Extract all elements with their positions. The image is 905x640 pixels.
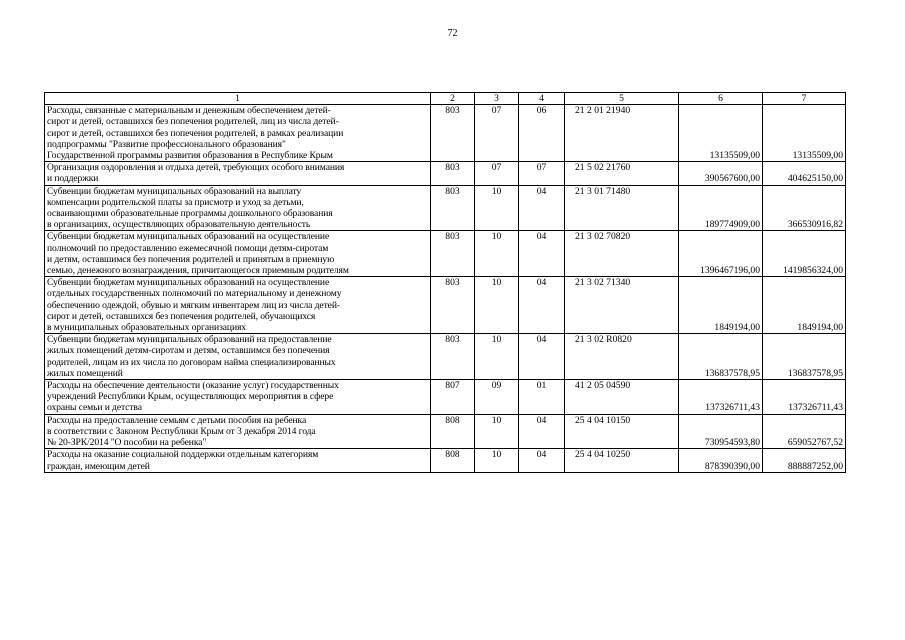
target-article-cell: 21 3 02 R0820 <box>565 334 679 380</box>
row-name-line: охраны семьи и детства <box>47 402 142 414</box>
row-name-line: Расходы на оказание социальной поддержки отдельным категориям <box>47 449 319 461</box>
ministry-code-cell: 803 <box>431 334 475 380</box>
ministry-code-cell: 808 <box>431 449 475 472</box>
ministry-code-cell: 803 <box>431 231 475 277</box>
row-name-line: Субвенции бюджетам муниципальных образований на предоставление <box>47 334 332 346</box>
amount-year2-cell: 888887252,00 <box>763 449 846 472</box>
section-code-cell: 10 <box>475 185 519 231</box>
target-article-cell: 41 2 05 04590 <box>565 380 679 415</box>
section-code-cell: 10 <box>475 231 519 277</box>
amount-year1-cell: 189774909,00 <box>679 185 763 231</box>
ministry-code-cell: 807 <box>431 380 475 415</box>
row-name-line: Расходы на предоставление семьям с детьми пособия на ребенка <box>47 414 307 426</box>
section-code-cell: 10 <box>475 414 519 449</box>
ministry-code-cell: 803 <box>431 162 475 185</box>
row-name-line: в соответствии с Законом Республики Крым от 3 декабря 2014 года <box>47 425 316 437</box>
section-code-cell: 07 <box>475 162 519 185</box>
row-name-line: граждан, имеющим детей <box>47 460 150 472</box>
row-name-cell <box>45 449 431 472</box>
row-name-cell <box>45 277 431 334</box>
row-name-cell <box>45 414 431 449</box>
row-name-cell <box>45 334 431 380</box>
subsection-code-cell: 04 <box>519 449 565 472</box>
subsection-code-cell: 04 <box>519 334 565 380</box>
table-row <box>45 185 846 231</box>
row-name-line: учреждений Республики Крым, осуществляющих мероприятия в сфере <box>47 391 334 403</box>
table-row <box>45 449 846 472</box>
amount-year2-cell: 13135509,00 <box>763 105 846 162</box>
amount-year2-cell: 137326711,43 <box>763 380 846 415</box>
row-name-line: обеспечению одеждой, обувью и мягким инвентарем лиц из числа детей- <box>47 299 340 311</box>
row-name-line: сирот и детей, оставшихся без попечения родителей, в рамках реализации <box>47 127 344 139</box>
subsection-code-cell: 07 <box>519 162 565 185</box>
amount-year1-cell: 730954593,80 <box>679 414 763 449</box>
amount-year2-cell: 404625150,00 <box>763 162 846 185</box>
table-row <box>45 231 846 277</box>
amount-year1-cell: 13135509,00 <box>679 105 763 162</box>
row-name-line: и детям, оставшимся без попечения родителей и принятым в приемную <box>47 253 335 265</box>
target-article-cell: 21 2 01 21940 <box>565 105 679 162</box>
row-name-line: отдельных государственных полномочий по материальному и денежному <box>47 288 342 300</box>
header-cell-6: 6 <box>679 93 763 105</box>
table-row <box>45 105 846 162</box>
target-article-cell: 21 5 02 21760 <box>565 162 679 185</box>
subsection-code-cell: 04 <box>519 231 565 277</box>
row-name-line: подпрограммы "Развитие профессионального образования" <box>47 138 286 150</box>
row-name-line: Субвенции бюджетам муниципальных образований на осуществление <box>47 277 330 289</box>
table-row <box>45 380 846 415</box>
section-code-cell: 07 <box>475 105 519 162</box>
row-name-line: Субвенции бюджетам муниципальных образований на выплату <box>47 185 302 197</box>
row-name-line: № 20-ЗРК/2014 "О пособии на ребенка" <box>47 437 207 449</box>
row-name-line: родителей, лицам из их числа по договорам найма специализированных <box>47 356 336 368</box>
row-name-line: осваивающими образовательные программы дошкольного образования <box>47 208 333 220</box>
amount-year2-cell: 366530916,82 <box>763 185 846 231</box>
row-name-line: жилых помещений <box>47 367 123 379</box>
subsection-code-cell: 04 <box>519 185 565 231</box>
target-article-cell: 21 3 01 71480 <box>565 185 679 231</box>
subsection-code-cell: 04 <box>519 277 565 334</box>
row-name-line: в муниципальных образовательных организациях <box>47 322 246 334</box>
row-name-line: полномочий по предоставлению ежемесячной помощи детям-сиротам <box>47 242 329 254</box>
row-name-cell <box>45 162 431 185</box>
amount-year2-cell: 136837578,95 <box>763 334 846 380</box>
section-code-cell: 10 <box>475 277 519 334</box>
header-row <box>45 93 846 105</box>
target-article-cell: 25 4 04 10250 <box>565 449 679 472</box>
target-article-cell: 25 4 04 10150 <box>565 414 679 449</box>
subsection-code-cell: 06 <box>519 105 565 162</box>
amount-year1-cell: 1396467196,00 <box>679 231 763 277</box>
table-row <box>45 414 846 449</box>
header-cell-4: 4 <box>519 93 565 105</box>
section-code-cell: 10 <box>475 449 519 472</box>
row-name-cell <box>45 380 431 415</box>
subsection-code-cell: 01 <box>519 380 565 415</box>
amount-year2-cell: 659052767,52 <box>763 414 846 449</box>
row-name-cell <box>45 231 431 277</box>
row-name-cell <box>45 185 431 231</box>
header-cell-1: 1 <box>45 93 431 105</box>
ministry-code-cell: 803 <box>431 277 475 334</box>
row-name-line: Субвенции бюджетам муниципальных образований на осуществление <box>47 231 330 243</box>
row-name-line: Расходы, связанные с материальным и денежным обеспечением детей- <box>47 105 331 117</box>
row-name-line: семью, денежного вознаграждения, причитающегося приемным родителям <box>47 265 349 277</box>
amount-year1-cell: 1849194,00 <box>679 277 763 334</box>
budget-table <box>44 92 846 473</box>
header-cell-5: 5 <box>565 93 679 105</box>
ministry-code-cell: 803 <box>431 185 475 231</box>
row-name-line: Государственной программы развития образования в Республике Крым <box>47 150 333 162</box>
table-row <box>45 277 846 334</box>
row-name-cell <box>45 105 431 162</box>
section-code-cell: 10 <box>475 334 519 380</box>
table-row <box>45 162 846 185</box>
amount-year1-cell: 137326711,43 <box>679 380 763 415</box>
row-name-line: сирот и детей, оставшихся без попечения родителей, лиц из числа детей- <box>47 116 339 128</box>
header-cell-3: 3 <box>475 93 519 105</box>
section-code-cell: 09 <box>475 380 519 415</box>
row-name-line: Организация оздоровления и отдыха детей, требующих особого внимания <box>47 162 345 174</box>
amount-year2-cell: 1849194,00 <box>763 277 846 334</box>
row-name-line: в организациях, осуществляющих образовательную деятельность <box>47 219 311 231</box>
row-name-line: и поддержки <box>47 173 99 185</box>
row-name-line: жилых помещений детям-сиротам и детям, оставшимся без попечения <box>47 345 330 357</box>
row-name-line: сирот и детей, оставшихся без попечения родителей, обучающихся <box>47 310 316 322</box>
amount-year1-cell: 136837578,95 <box>679 334 763 380</box>
row-name-line: Расходы на обеспечение деятельности (оказание услуг) государственных <box>47 380 339 392</box>
page-number: 72 <box>447 28 458 39</box>
table-body <box>45 93 846 473</box>
ministry-code-cell: 803 <box>431 105 475 162</box>
header-cell-7: 7 <box>763 93 846 105</box>
amount-year1-cell: 878390390,00 <box>679 449 763 472</box>
target-article-cell: 21 3 02 70820 <box>565 231 679 277</box>
row-name-line: компенсации родительской платы за присмотр и уход за детьми, <box>47 196 304 208</box>
amount-year2-cell: 1419856324,00 <box>763 231 846 277</box>
amount-year1-cell: 390567600,00 <box>679 162 763 185</box>
ministry-code-cell: 808 <box>431 414 475 449</box>
header-cell-2: 2 <box>431 93 475 105</box>
table-row <box>45 334 846 380</box>
target-article-cell: 21 3 02 71340 <box>565 277 679 334</box>
subsection-code-cell: 04 <box>519 414 565 449</box>
